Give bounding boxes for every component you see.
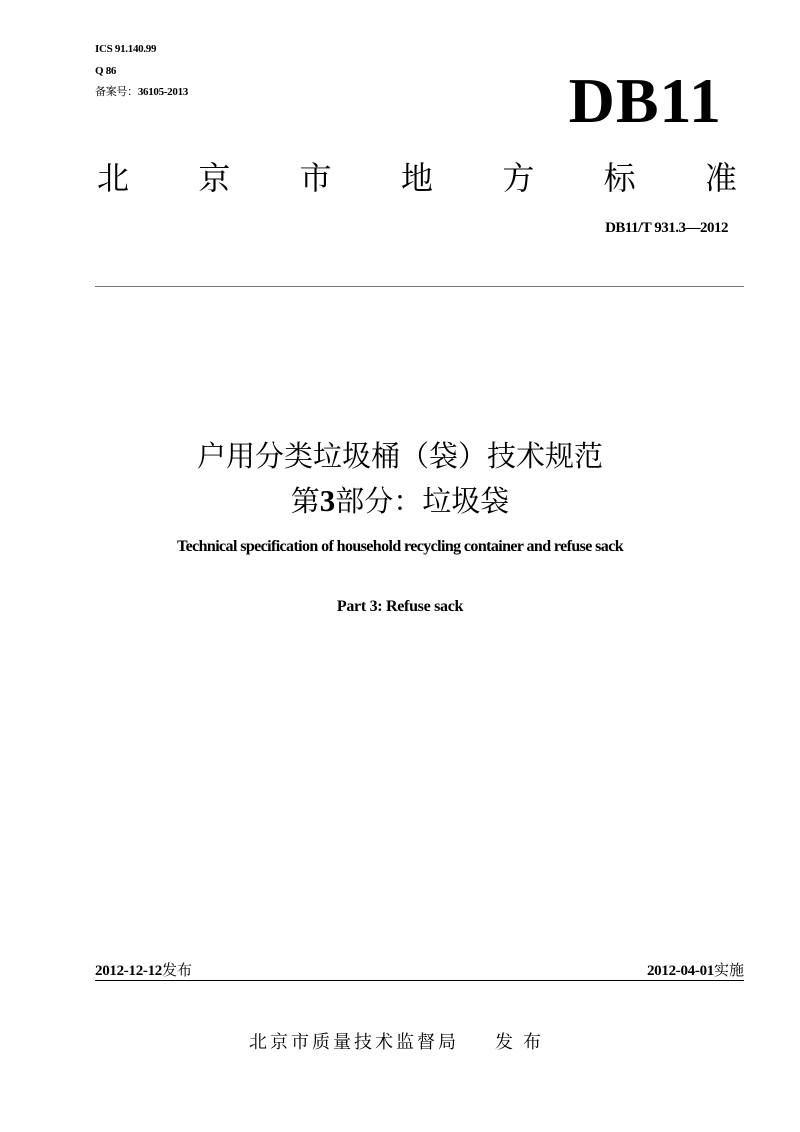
standard-category-title <box>97 158 737 198</box>
title-char: 标 <box>603 159 636 197</box>
implementation-date-value: 2012-04-01 <box>646 963 714 979</box>
standard-number: DB11/T 931.3—2012 <box>605 220 728 236</box>
ccs-code: Q 86 <box>95 65 117 77</box>
document-part-title-en: Part 3: Refuse sack <box>336 598 464 615</box>
part-suffix: 部分：垃圾袋 <box>335 484 510 518</box>
standard-code: DB11 <box>568 65 722 136</box>
ics-code: ICS 91.140.99 <box>95 43 157 55</box>
part-prefix: 第 <box>290 484 320 518</box>
footer-divider <box>95 980 744 981</box>
title-char: 市 <box>299 159 332 197</box>
title-char: 准 <box>704 159 737 197</box>
issuer-organization: 北京市质量技术监督局 <box>249 1032 459 1053</box>
title-char: 北 <box>97 159 130 197</box>
implementation-date <box>647 960 744 981</box>
document-title-en: Technical specification of household recycling container and refuse sack <box>177 538 623 555</box>
document-title-cn: 户用分类垃圾桶（袋）技术规范 <box>196 439 603 473</box>
issue-date-value: 2012-12-12 <box>95 963 162 979</box>
implementation-date-label: 实施 <box>713 961 744 979</box>
title-char: 方 <box>502 159 535 197</box>
filing-number: 36105-2013 <box>137 86 188 98</box>
header-divider <box>95 286 744 287</box>
issuer-action: 发布 <box>495 1032 551 1053</box>
document-part-title-cn <box>0 481 800 521</box>
title-char: 京 <box>198 159 231 197</box>
issue-date <box>95 960 192 981</box>
filing-number-line <box>95 85 188 99</box>
issue-date-label: 发布 <box>162 961 193 979</box>
issuing-authority <box>0 1031 800 1055</box>
title-char: 地 <box>400 159 433 197</box>
part-number: 3 <box>319 483 336 518</box>
filing-label: 备案号： <box>95 85 138 98</box>
